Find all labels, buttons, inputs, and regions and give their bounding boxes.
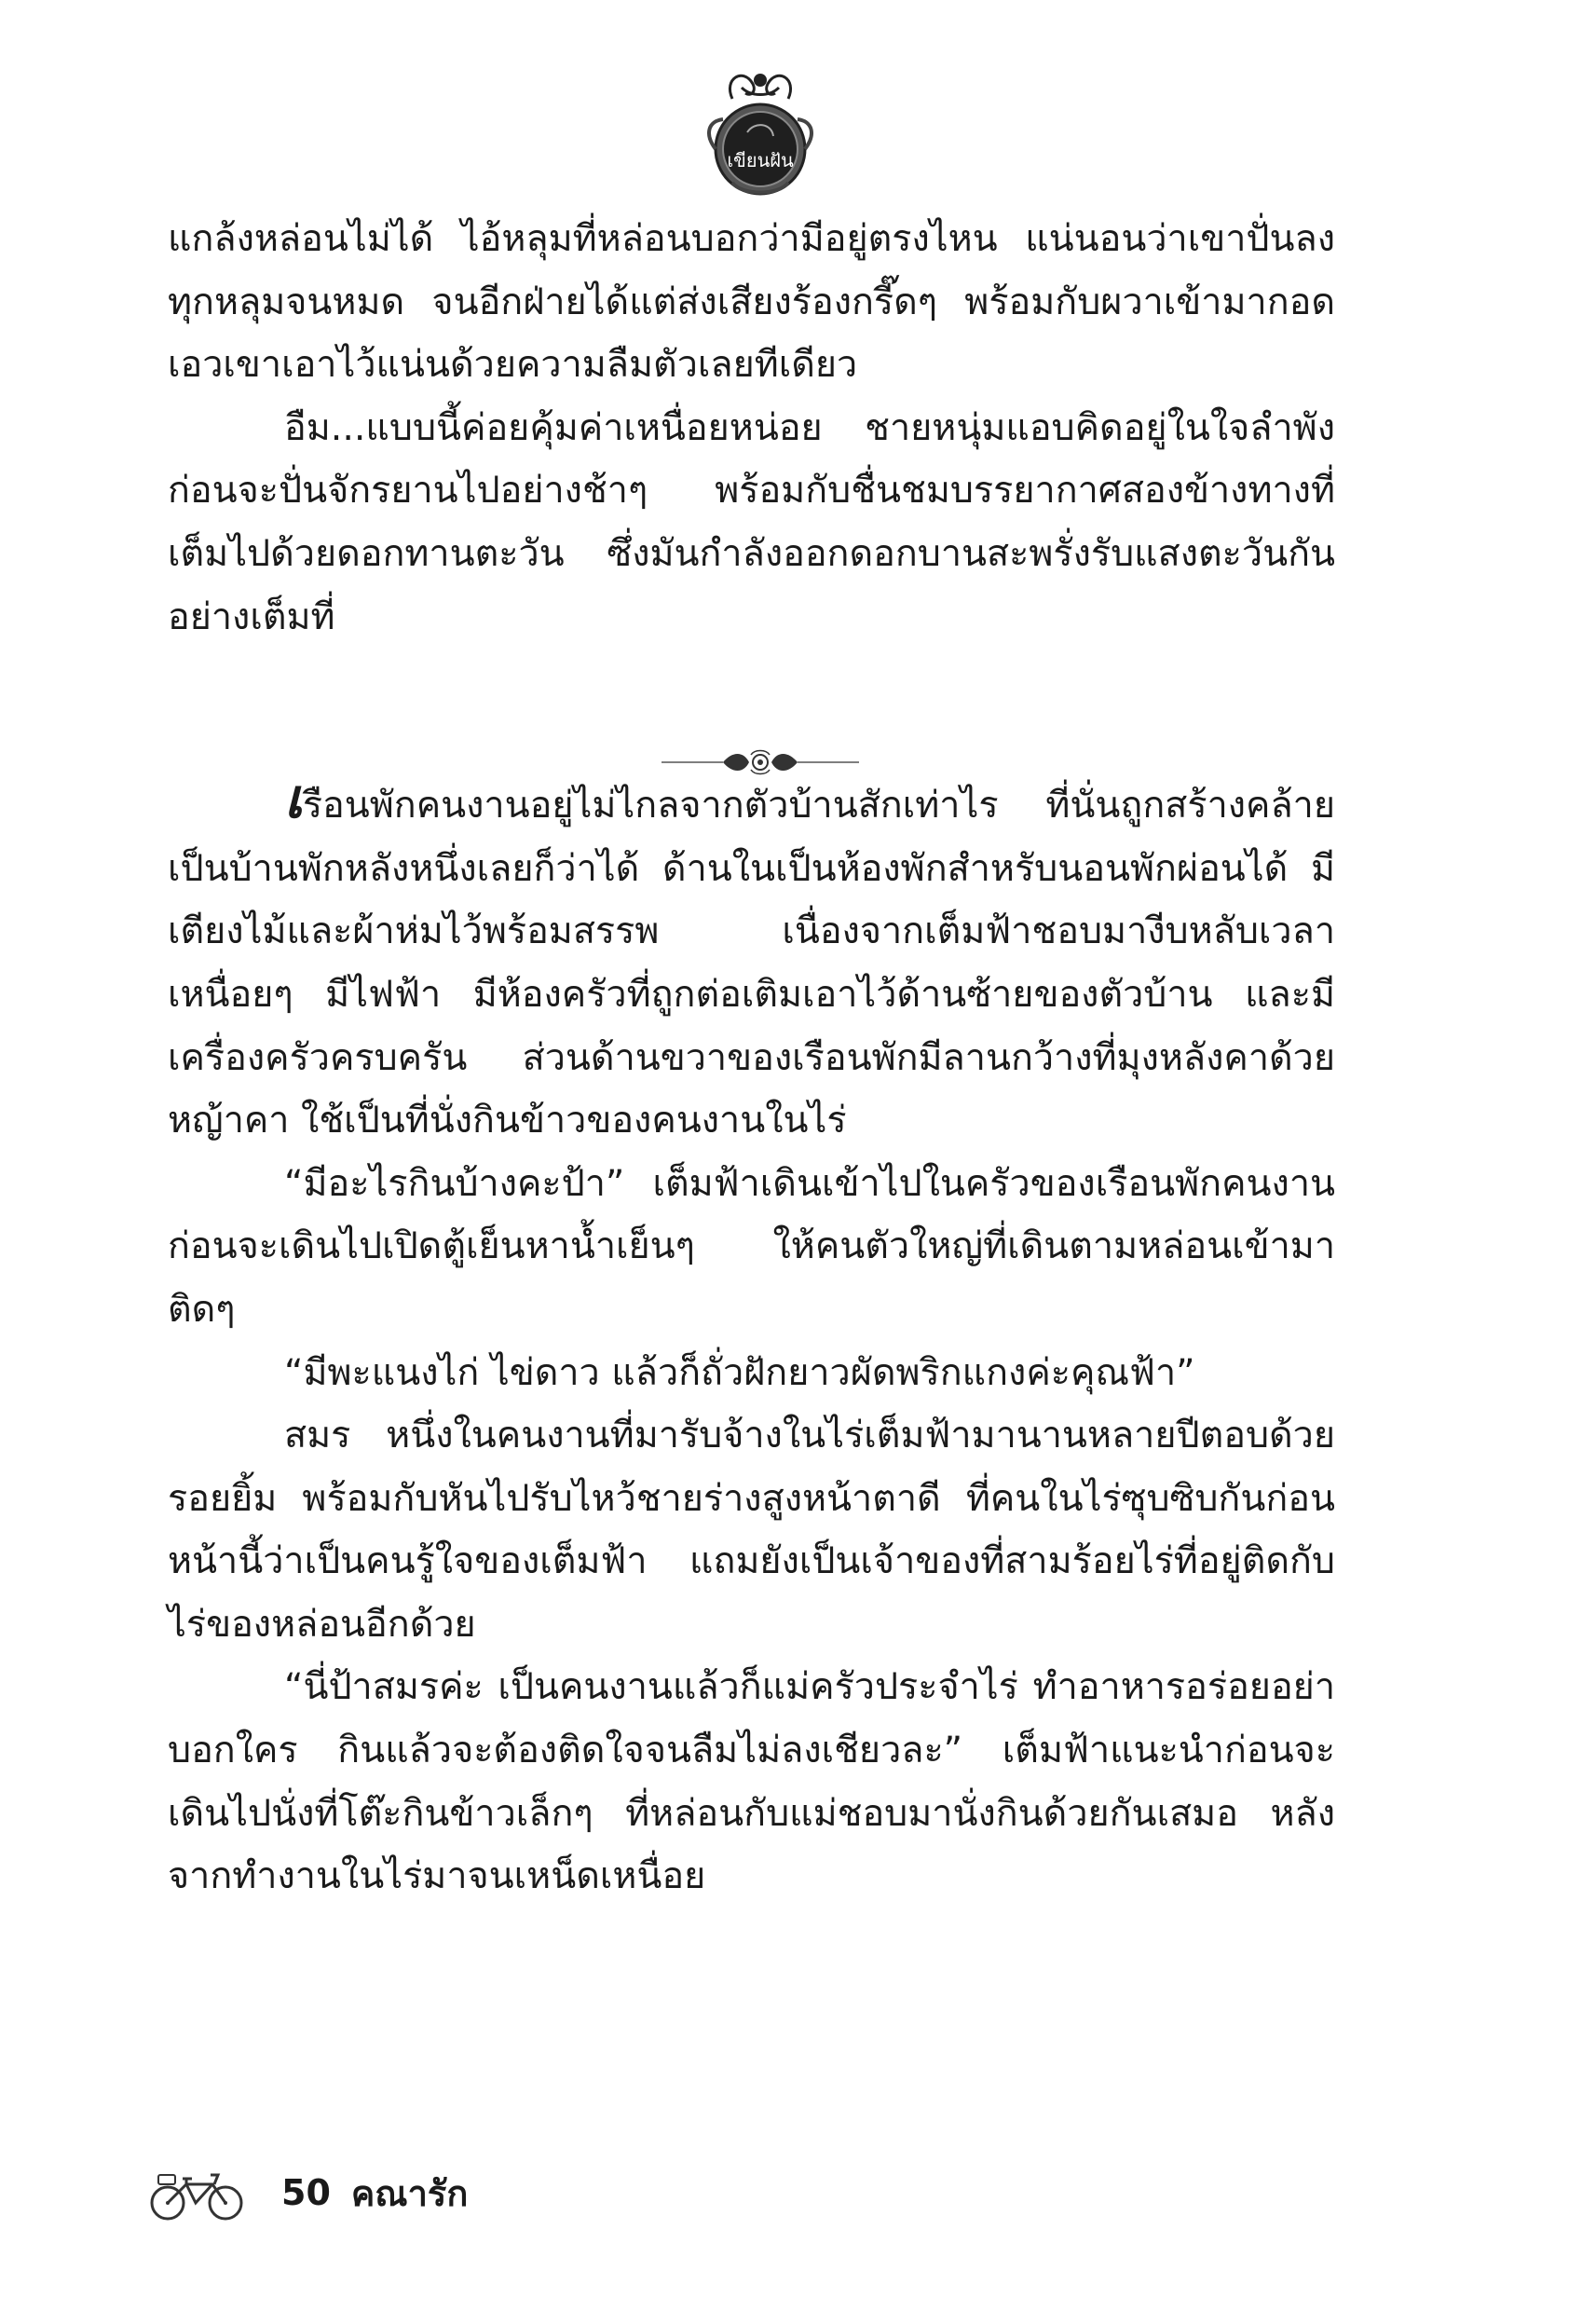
paragraph: “มีพะแนงไก่ ไข่ดาว แล้วก็ถั่วฝักยาวผัดพริกแกงค่ะคุณฟ้า” [284, 1350, 1195, 1394]
emblem-label: เขียนฝัน [727, 149, 794, 171]
section-divider [658, 744, 863, 781]
paragraph: “นี่ป้าสมรค่ะ เป็นคนงานแล้วก็แม่ครัวประจำไร่ ทำอาหารอร่อยอย่าบอกใคร กินแล้วจะต้องติดใจจนลืมไม่ลงเชียวละ” เต็มฟ้าแนะนำก่อนจะเดินไปนั่งที่โต๊ะกินข้าวเล็กๆ ที่หล่อนกับแม่ชอบมานั่งกินด้วยกันเสมอ หลังจากทำงานในไร่มาจนเหน็ดเหนื่อย [168, 1665, 1335, 1898]
paragraph: สมร หนึ่งในคนงานที่มารับจ้างในไร่เต็มฟ้ามานานหลายปีตอบด้วยรอยยิ้ม พร้อมกับหันไปรับไหว้ชายร่างสูงหน้าตาดี ที่คนในไร่ซุบซิบกันก่อนหน้านี้ว่าเป็นคนรู้ใจของเต็มฟ้า แถมยังเป็นเจ้าของที่สามร้อยไร่ที่อยู่ติดกับไร่ของหล่อนอีกด้วย [168, 1414, 1335, 1646]
flourish-divider-icon [658, 744, 863, 781]
paragraph: แกล้งหล่อนไม่ได้ ไอ้หลุมที่หล่อนบอกว่ามีอยู่ตรงไหน แน่นอนว่าเขาปั่นลงทุกหลุมจนหมด จนอีกฝ่ายได้แต่ส่งเสียงร้องกรี๊ดๆ พร้อมกับผวาเข้ามากอดเอวเขาเอาไว้แน่นด้วยความลืมตัวเลยทีเดียว [168, 217, 1335, 387]
page-footer [149, 2160, 468, 2225]
book-title: คณารัก [350, 2172, 469, 2214]
ornamental-emblem-icon [686, 60, 835, 198]
page-number: 50 [281, 2172, 331, 2213]
section-start-paragraph [168, 767, 1335, 1153]
section-start-text: รือนพักคนงานอยู่ไม่ไกลจากตัวบ้านสักเท่าไร ที่นั่นถูกสร้างคล้ายเป็นบ้านพักหลังหนึ่งเลยก็ว่าได้ ด้านในเป็นห้องพักสำหรับนอนพักผ่อนได้ มีเตียงไม้และผ้าห่มไว้พร้อมสรรพ เนื่องจากเต็มฟ้าชอบมางีบหลับเวลาเหนื่อยๆ มีไฟฟ้า มีห้องครัวที่ถูกต่อเติมเอาไว้ด้านซ้ายของตัวบ้าน และมีเครื่องครัวครบครัน ส่วนด้านขวาของเรือนพักมีลานกว้างที่มุงหลังคาด้วยหญ้าคา ใช้เป็นที่นั่งกินข้าวของคนงานในไร่ [168, 784, 1335, 1142]
body-text [168, 208, 1335, 1908]
paragraph: “มีอะไรกินบ้างคะป้า” เต็มฟ้าเดินเข้าไปในครัวของเรือนพักคนงาน ก่อนจะเดินไปเปิดตู้เย็นหาน้ำเย็นๆ ให้คนตัวใหญ่ที่เดินตามหล่อนเข้ามาติดๆ [168, 1161, 1335, 1331]
paragraph: อืม...แบบนี้ค่อยคุ้มค่าเหนื่อยหน่อย ชายหนุ่มแอบคิดอยู่ในใจลำพัง ก่อนจะปั่นจักรยานไปอย่างช้าๆ พร้อมกับชื่นชมบรรยากาศสองข้างทางที่เต็มไปด้วยดอกทานตะวัน ซึ่งมันกำลังออกดอกบานสะพรั่งรับแสงตะวันกันอย่างเต็มที่ [168, 405, 1335, 638]
bicycle-icon [149, 2164, 244, 2222]
dropcap: เ [284, 767, 303, 831]
header-emblem [686, 60, 835, 198]
